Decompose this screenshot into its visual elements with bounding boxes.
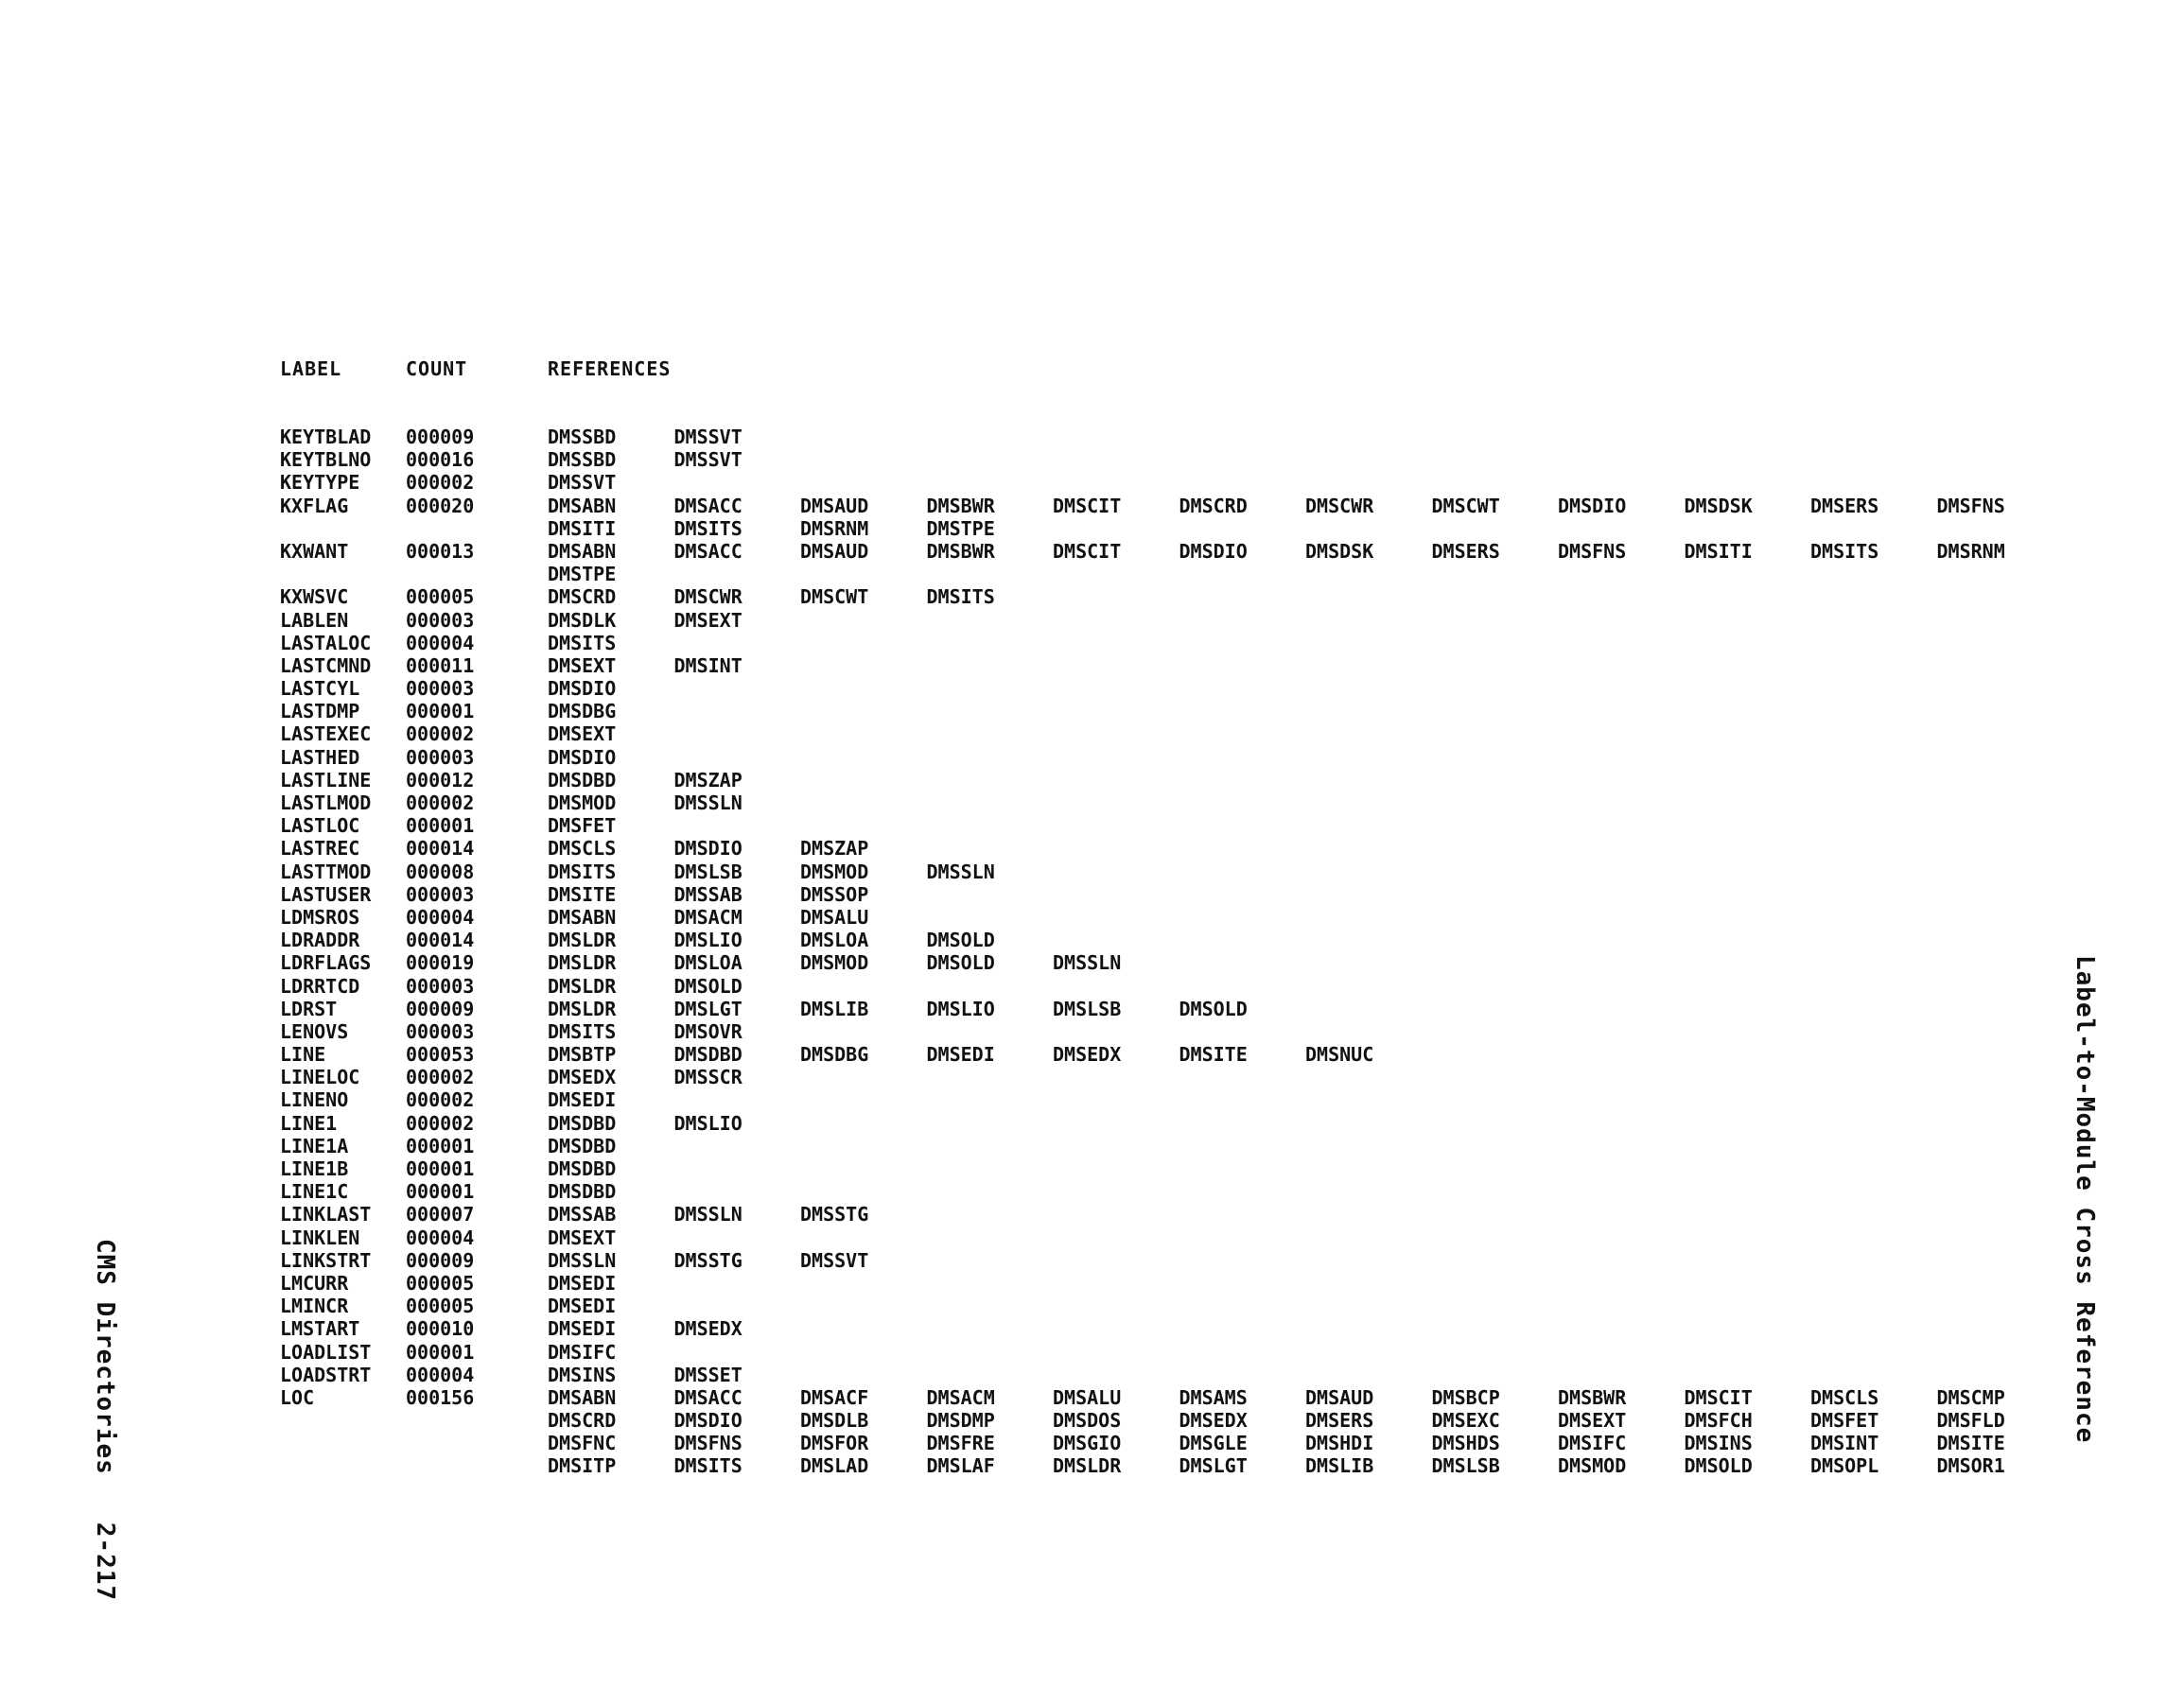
row-count: 000009 [406,426,475,448]
module-reference: DMSSVT [673,426,743,448]
module-reference: DMSSTG [673,1248,743,1272]
module-reference: DMSDBD [548,1157,617,1180]
module-reference: DMSCIT [1684,1385,1753,1409]
module-reference: DMSITE [1179,1043,1248,1067]
module-reference: DMSFNS [673,1432,743,1455]
module-reference: DMSAUD [800,539,869,563]
module-reference: DMSFET [548,814,617,838]
module-reference: DMSDIO [1558,494,1627,517]
row-count: 000005 [406,1271,475,1295]
module-reference: DMSITE [1936,1432,2005,1455]
module-reference: DMSEXT [548,722,617,746]
row-count: 000002 [406,471,475,495]
module-reference: DMSTPE [548,563,617,586]
module-reference: DMSEDI [548,1317,617,1341]
module-reference: DMSDIO [673,837,743,861]
module-reference: DMSSLN [673,791,743,814]
module-reference: DMSLGT [1179,1454,1248,1478]
row-label: KXWANT [280,539,349,563]
row-count: 000008 [406,860,475,883]
row-count: 000005 [406,1295,475,1318]
row-count: 000005 [406,585,475,609]
module-reference: DMSCLS [1810,1385,1879,1409]
module-reference: DMSERS [1305,1409,1374,1433]
module-reference: DMSAUD [1305,1385,1374,1409]
module-reference: DMSNUC [1305,1043,1374,1067]
module-reference: DMSLDR [548,974,617,998]
module-reference: DMSSLN [548,1248,617,1272]
row-count: 000002 [406,722,475,746]
module-reference: DMSZAP [673,768,743,791]
row-count: 000001 [406,814,475,838]
module-reference: DMSAMS [1179,1385,1248,1409]
module-reference: DMSOLD [926,951,995,975]
module-reference: DMSEDI [548,1271,617,1295]
module-reference: DMSACC [673,539,743,563]
row-count: 000004 [406,631,475,654]
module-reference: DMSLOA [800,929,869,952]
module-reference: DMSLIO [673,1111,743,1135]
module-reference: DMSCWT [1431,494,1500,517]
module-reference: DMSDLB [800,1409,869,1433]
module-reference: DMSITS [1810,539,1879,563]
module-reference: DMSLOA [673,951,743,975]
row-count: 000003 [406,882,475,906]
module-reference: DMSDIO [673,1409,743,1433]
module-reference: DMSDIO [1179,539,1248,563]
module-reference: DMSLDR [548,929,617,952]
row-count: 000011 [406,653,475,677]
row-label: KEYTBLAD [280,426,372,448]
row-label: LASTLINE [280,768,372,791]
module-reference: DMSOLD [926,929,995,952]
row-label: LASTCYL [280,677,360,701]
row-count: 000156 [406,1385,475,1409]
module-reference: DMSDBG [548,700,617,723]
module-reference: DMSLSB [673,860,743,883]
module-reference: DMSLIB [1305,1454,1374,1478]
module-reference: DMSACM [926,1385,995,1409]
module-reference: DMSINT [1810,1432,1879,1455]
module-reference: DMSEDX [673,1317,743,1341]
row-count: 000002 [406,1111,475,1135]
module-reference: DMSEDI [548,1295,617,1318]
module-reference: DMSITS [548,860,617,883]
module-reference: DMSFET [1810,1409,1879,1433]
row-label: LASTUSER [280,882,372,906]
row-label: LOADLIST [280,1340,372,1364]
module-reference: DMSSBD [548,426,617,448]
row-label: LINE1 [280,1111,338,1135]
module-reference: DMSOLD [673,974,743,998]
module-reference: DMSRNM [1936,539,2005,563]
row-label: LDRADDR [280,929,360,952]
header-label: LABEL [280,357,342,380]
module-reference: DMSFNC [548,1432,617,1455]
row-label: LASTEXEC [280,722,372,746]
module-reference: DMSDBD [548,768,617,791]
module-reference: DMSCWR [673,585,743,609]
module-reference: DMSLAD [800,1454,869,1478]
module-reference: DMSLDR [1053,1454,1122,1478]
module-reference: DMSFCH [1684,1409,1753,1433]
module-reference: DMSGIO [1053,1432,1122,1455]
module-reference: DMSSTG [800,1203,869,1226]
module-reference: DMSITS [673,1454,743,1478]
module-reference: DMSFNS [1558,539,1627,563]
module-reference: DMSITI [1684,539,1753,563]
module-reference: DMSGLE [1179,1432,1248,1455]
row-label: LOADSTRT [280,1363,372,1386]
module-reference: DMSCIT [1053,539,1122,563]
module-reference: DMSSVT [800,1248,869,1272]
module-reference: DMSDBD [673,1043,743,1067]
module-reference: DMSOLD [1684,1454,1753,1478]
module-reference: DMSOLD [1179,997,1248,1020]
module-reference: DMSMOD [800,860,869,883]
row-count: 000010 [406,1317,475,1341]
module-reference: DMSLDR [548,997,617,1020]
module-reference: DMSEDX [1179,1409,1248,1433]
module-reference: DMSLIB [800,997,869,1020]
module-reference: DMSDSK [1684,494,1753,517]
module-reference: DMSLDR [548,951,617,975]
module-reference: DMSDLK [548,608,617,632]
row-label: KXWSVC [280,585,349,609]
module-reference: DMSLAF [926,1454,995,1478]
module-reference: DMSABN [548,539,617,563]
module-reference: DMSITS [548,1019,617,1043]
row-count: 000016 [406,448,475,472]
row-label: LASTALOC [280,631,372,654]
module-reference: DMSINT [673,653,743,677]
module-reference: DMSEXC [1431,1409,1500,1433]
row-label: LINE1B [280,1157,349,1180]
row-label: LASTLMOD [280,791,372,814]
row-label: LINKSTRT [280,1248,372,1272]
row-label: LDRRTCD [280,974,360,998]
module-reference: DMSACF [800,1385,869,1409]
row-count: 000001 [406,1134,475,1157]
row-label: LASTDMP [280,700,360,723]
module-reference: DMSSLN [1053,951,1122,975]
row-count: 000009 [406,1248,475,1272]
module-reference: DMSOPL [1810,1454,1879,1478]
side-caption-right: Label-to-Module Cross Reference [2070,955,2099,1444]
module-reference: DMSINS [1684,1432,1753,1455]
row-count: 000003 [406,677,475,701]
module-reference: DMSDMP [926,1409,995,1433]
row-count: 000007 [406,1203,475,1226]
module-reference: DMSDIO [548,745,617,769]
row-label: LDMSROS [280,905,360,929]
module-reference: DMSALU [1053,1385,1122,1409]
module-reference: DMSEDX [1053,1043,1122,1067]
row-label: LASTLOC [280,814,360,838]
module-reference: DMSSET [673,1363,743,1386]
row-count: 000014 [406,837,475,861]
module-reference: DMSERS [1810,494,1879,517]
row-label: KXFLAG [280,494,349,517]
module-reference: DMSIFC [548,1340,617,1364]
module-reference: DMSITS [673,516,743,540]
row-count: 000003 [406,608,475,632]
module-reference: DMSMOD [548,791,617,814]
row-label: LMCURR [280,1271,349,1295]
module-reference: DMSACC [673,1385,743,1409]
row-count: 000003 [406,745,475,769]
row-label: LOC [280,1385,315,1409]
row-label: LINE [280,1043,326,1067]
row-count: 000003 [406,1019,475,1043]
side-caption-left: CMS Directories 2-217 [91,1239,119,1602]
row-count: 000019 [406,951,475,975]
module-reference: DMSITI [548,516,617,540]
module-reference: DMSOVR [673,1019,743,1043]
module-reference: DMSAUD [800,494,869,517]
module-reference: DMSLIO [926,997,995,1020]
row-count: 000002 [406,1066,475,1089]
module-reference: DMSDBG [800,1043,869,1067]
row-count: 000020 [406,494,475,517]
module-reference: DMSEXT [1558,1409,1627,1433]
module-reference: DMSHDS [1431,1432,1500,1455]
module-reference: DMSZAP [800,837,869,861]
module-reference: DMSSLN [926,860,995,883]
module-reference: DMSDBD [548,1134,617,1157]
row-count: 000001 [406,1340,475,1364]
module-reference: DMSBTP [548,1043,617,1067]
module-reference: DMSEXT [548,653,617,677]
row-count: 000001 [406,1157,475,1180]
module-reference: DMSABN [548,494,617,517]
module-reference: DMSDOS [1053,1409,1122,1433]
header-references: REFERENCES [548,357,672,380]
module-reference: DMSERS [1431,539,1500,563]
row-label: LASTCMND [280,653,372,677]
row-label: LASTHED [280,745,360,769]
row-label: LENOVS [280,1019,349,1043]
module-reference: DMSEXT [673,608,743,632]
module-reference: DMSCRD [1179,494,1248,517]
module-reference: DMSCWT [800,585,869,609]
row-label: KEYTBLNO [280,448,372,472]
row-count: 000004 [406,1363,475,1386]
module-reference: DMSCMP [1936,1385,2005,1409]
row-label: KEYTYPE [280,471,360,495]
module-reference: DMSABN [548,1385,617,1409]
module-reference: DMSALU [800,905,869,929]
row-count: 000003 [406,974,475,998]
module-reference: DMSSCR [673,1066,743,1089]
row-count: 000012 [406,768,475,791]
row-count: 000002 [406,1088,475,1112]
module-reference: DMSITP [548,1454,617,1478]
module-reference: DMSDIO [548,677,617,701]
row-label: LINKLEN [280,1226,360,1249]
module-reference: DMSBWR [926,539,995,563]
module-reference: DMSITS [926,585,995,609]
module-reference: DMSACC [673,494,743,517]
row-label: LINELOC [280,1066,360,1089]
row-count: 000004 [406,1226,475,1249]
module-reference: DMSSVT [548,471,617,495]
row-count: 000001 [406,1180,475,1204]
module-reference: DMSSVT [673,448,743,472]
row-count: 000009 [406,997,475,1020]
header-count: COUNT [406,357,468,380]
module-reference: DMSSOP [800,882,869,906]
module-reference: DMSDBD [548,1180,617,1204]
module-reference: DMSDBD [548,1111,617,1135]
module-reference: DMSEDX [548,1066,617,1089]
row-label: LDRFLAGS [280,951,372,975]
module-reference: DMSBWR [926,494,995,517]
module-reference: DMSLSB [1053,997,1122,1020]
row-label: LMINCR [280,1295,349,1318]
row-label: LINKLAST [280,1203,372,1226]
module-reference: DMSEDI [548,1088,617,1112]
row-count: 000004 [406,905,475,929]
module-reference: DMSLIO [673,929,743,952]
module-reference: DMSDSK [1305,539,1374,563]
module-reference: DMSFLD [1936,1409,2005,1433]
module-reference: DMSRNM [800,516,869,540]
row-count: 000014 [406,929,475,952]
module-reference: DMSLGT [673,997,743,1020]
module-reference: DMSINS [548,1363,617,1386]
row-count: 000001 [406,700,475,723]
module-reference: DMSLSB [1431,1454,1500,1478]
module-reference: DMSFRE [926,1432,995,1455]
row-label: LDRST [280,997,338,1020]
row-label: LMSTART [280,1317,360,1341]
row-label: LINE1A [280,1134,349,1157]
row-label: LINENO [280,1088,349,1112]
row-label: LINE1C [280,1180,349,1204]
row-count: 000002 [406,791,475,814]
module-reference: DMSCRD [548,1409,617,1433]
module-reference: DMSCWR [1305,494,1374,517]
module-reference: DMSSAB [673,882,743,906]
module-reference: DMSABN [548,905,617,929]
module-reference: DMSMOD [1558,1454,1627,1478]
module-reference: DMSCRD [548,585,617,609]
module-reference: DMSOR1 [1936,1454,2005,1478]
row-label: LASTREC [280,837,360,861]
row-label: LASTTMOD [280,860,372,883]
module-reference: DMSHDI [1305,1432,1374,1455]
row-count: 000053 [406,1043,475,1067]
module-reference: DMSFNS [1936,494,2005,517]
module-reference: DMSSLN [673,1203,743,1226]
module-reference: DMSSBD [548,448,617,472]
module-reference: DMSITE [548,882,617,906]
module-reference: DMSTPE [926,516,995,540]
module-reference: DMSCLS [548,837,617,861]
module-reference: DMSFOR [800,1432,869,1455]
module-reference: DMSCIT [1053,494,1122,517]
row-count: 000013 [406,539,475,563]
module-reference: DMSBWR [1558,1385,1627,1409]
module-reference: DMSITS [548,631,617,654]
module-reference: DMSACM [673,905,743,929]
module-reference: DMSIFC [1558,1432,1627,1455]
row-label: LABLEN [280,608,349,632]
module-reference: DMSEXT [548,1226,617,1249]
module-reference: DMSMOD [800,951,869,975]
module-reference: DMSBCP [1431,1385,1500,1409]
module-reference: DMSEDI [926,1043,995,1067]
module-reference: DMSSAB [548,1203,617,1226]
